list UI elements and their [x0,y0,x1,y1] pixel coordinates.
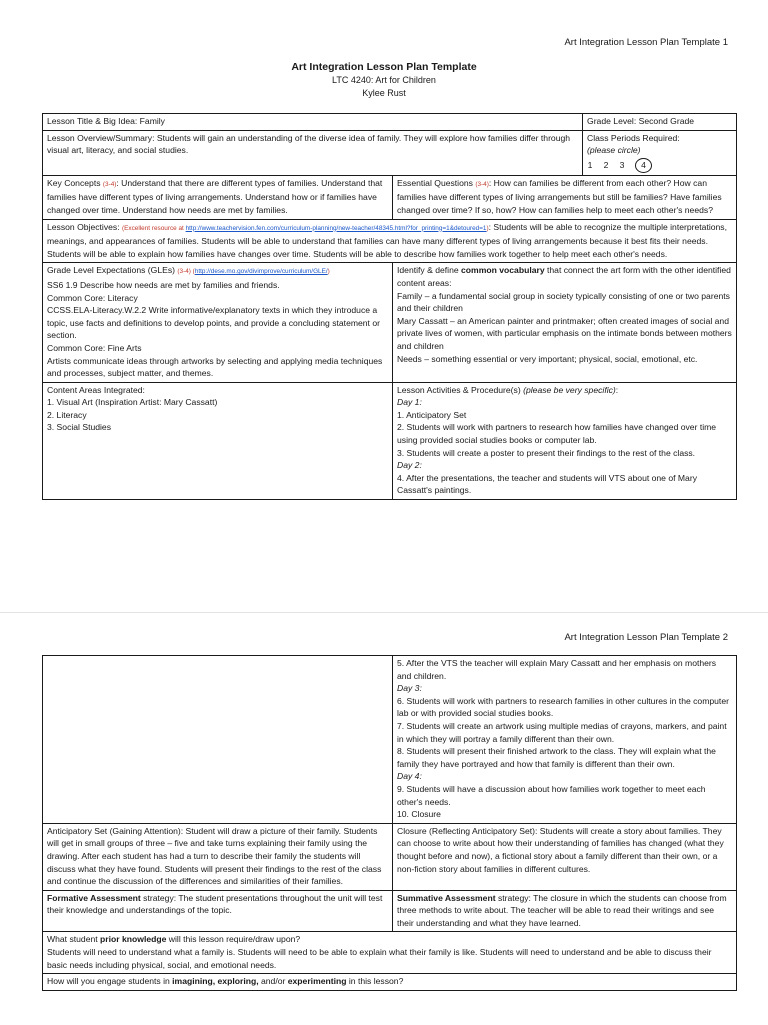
activities-list [397,396,732,497]
lesson-title-cell: Lesson Title & Big Idea: Family [43,114,583,131]
essential-questions-cell [393,175,737,219]
lesson-plan-table-page-2 [42,655,737,991]
running-header: Art Integration Lesson Plan Template 1 [564,37,728,48]
key-concepts-label: Key Concepts [47,177,103,188]
gle-line: SS6 1.9 Describe how needs are met by families and friends. [47,279,280,290]
gle-line: Artists communicate ideas through artworks by selecting and applying media techniques and processes, subject matter, and themes. [47,355,383,379]
engage-mid: and/or [258,976,288,987]
grade-level-cell: Grade Level: Second Grade [583,114,737,131]
prior-knowledge-question-end: will this lesson require/draw upon? [166,934,301,945]
empty-cell [43,656,393,824]
activities-label-note: (please be very specific) [523,384,616,395]
activity-day-heading: Day 4: [397,771,422,782]
gles-label: Grade Level Expectations (GLEs) [47,265,178,276]
concepts-questions-row [43,175,737,219]
activity-day-heading: Day 2: [397,460,422,471]
engage-bold-2: experimenting [287,976,347,987]
summative-label: Summative Assessment [397,892,496,903]
engage-question-end: in this lesson? [346,976,404,987]
vocabulary-intro-end: that connect the art form with the other identified content areas: [397,265,731,288]
period-option: 1 [587,159,593,170]
class-periods-cell [583,130,737,175]
period-options [587,158,732,173]
gles-tag-close: ) [327,268,330,276]
prior-knowledge-cell [43,932,737,974]
please-circle-note: (please circle) [587,145,641,156]
closure-cell: Closure (Reflecting Anticipatory Set): Students will create a story about families. They can choose to write about how their understanding of families has changed (what they thought before and now), a fictional story about a family different than their own, or a non-fiction story about families in different cultures. [393,823,737,890]
resource-note-close: ) [486,224,489,232]
class-periods-label: Class Periods Required: [587,132,680,143]
content-area-item: 1. Visual Art (Inspiration Artist: Mary Cassatt) [47,397,218,408]
key-concepts-cell [43,175,393,219]
key-concepts-text: : Understand that there are different types of families. Understand that families have different types of living arrangements. Understand how or if families have changed over time. Understand how needs are met by families. [47,177,383,215]
activities-continued-cell [393,656,737,824]
activities-continued-row [43,656,737,824]
author-name: Kylee Rust [362,88,406,98]
content-area-item: 2. Literacy [47,409,87,420]
vocabulary-term: Mary Cassatt – an American painter and printmaker; often created images of social and private lives of women, with particular emphasis on the intimate bonds between mothers and children [397,315,732,351]
anticipatory-set-cell: Anticipatory Set (Gaining Attention): Student will draw a picture of their family. Students will get in small groups of three – five and take turns explaining their family using the drawing. After each student has had a turn to describe their family the students will discuss what they have found. Students will present their findings to the rest of the class and continue the discussion of the differences and similarities of their families. [43,823,393,890]
assessment-row [43,890,737,932]
activity-step: 8. Students will present their finished artwork to the class. They will explain what the family they have portrayed and how that family is different than their own. [397,746,716,769]
objectives-cell [43,219,737,263]
content-areas-label: Content Areas Integrated: [47,384,145,395]
activities-label: Lesson Activities & Procedure(s) [397,384,524,395]
activity-step: 10. Closure [397,809,441,820]
content-activities-row [43,382,737,499]
activity-step: 9. Students will have a discussion about how families work together to meet each other's needs. [397,783,706,807]
essential-questions-label: Essential Questions [397,177,476,188]
grade-range-tag: (3-4) [102,180,117,188]
objectives-row [43,219,737,263]
vocabulary-intro-bold: common vocabulary [461,265,545,276]
activity-day-heading: Day 3: [397,683,422,694]
vocabulary-intro: Identify & define [397,265,462,276]
activity-step: 7. Students will create an artwork using multiple medias of crayons, markers, and paint in which they will portray a family different than their own. [397,720,727,744]
formative-text: strategy: The student presentations throughout the unit will test their knowledge and understandings of the topic. [47,892,383,916]
engage-bold-1: imagining, exploring, [172,976,259,987]
content-area-item: 3. Social Studies [47,422,112,433]
period-option: 3 [619,159,625,170]
gles-cell [43,263,393,382]
prior-knowledge-row [43,932,737,974]
activities-cell [393,382,737,499]
activities-list [397,657,732,821]
title-block [0,60,768,100]
prior-knowledge-answer: Students will need to understand what a family is. Students will need to be able to explain what their family is like. Students will need to understand and be able to discuss their basic needs including physical, social, and emotional needs. [47,947,712,970]
objectives-text: : Students will be able to recognize the multiple interpretations, meanings, and appearances of families. Students will be able to understand that families can have many different types of living arrangements because it best fits their needs. Students will be able to explain how families have changes over time. Students will be able to describe how families work together to help meet each other's needs. [47,221,727,259]
activity-step: 4. After the presentations, the teacher and students will VTS about one of Mary Cassatt's paintings. [397,472,698,496]
gle-line: CCSS.ELA-Literacy.W.2.2 Write informative/explanatory texts in which they introduce a topic, use facts and definitions to develop points, and provide a concluding statement or section. [47,305,380,341]
gles-vocabulary-row [43,263,737,382]
grade-range-tag: (3-4) ( [177,268,195,276]
objectives-label: Lesson Objectives: [47,221,122,232]
teachervision-link[interactable]: http://www.teachervision.fen.com/curriculum-planning/new-teacher/48345.html?for_printing=1&detoured=1 [185,224,487,232]
formative-label: Formative Assessment [47,892,141,903]
overview-row [43,130,737,175]
engage-row [43,974,737,991]
formative-assessment-cell [43,890,393,932]
running-header: Art Integration Lesson Plan Template 2 [564,632,728,643]
activity-step: 5. After the VTS the teacher will explain Mary Cassatt and her emphasis on mothers and children. [397,658,717,681]
activity-step: 2. Students will work with partners to research how families have changed over time using provided social studies books or computer lab. [397,422,717,446]
lesson-title-row [43,114,737,131]
lesson-plan-table-page-1 [42,113,737,500]
activity-day-heading: Day 1: [397,397,422,408]
vocabulary-term: Needs – something essential or very important; physical, social, emotional, etc. [397,353,698,364]
activity-step: 3. Students will create a poster to present their findings to the rest of the class. [397,447,696,458]
engage-question: How will you engage students in [47,976,173,987]
period-option-circled: 4 [635,158,652,173]
document-title: Art Integration Lesson Plan Template [291,61,477,73]
activity-step: 1. Anticipatory Set [397,409,467,420]
anticipatory-closure-row [43,823,737,890]
content-areas-cell [43,382,393,499]
vocabulary-term: Family – a fundamental social group in society typically consisting of one or two parents and their children [397,290,730,314]
grade-range-tag: (3-4) [475,180,489,188]
gle-line: Common Core: Fine Arts [47,342,142,353]
activity-step: 6. Students will work with partners to research families in other cultures in the computer lab or with provided social studies books. [397,695,729,719]
gle-line: Common Core: Literacy [47,292,138,303]
essential-questions-text: : How can families be different from each other? How can families have different types of living arrangements but still be families? Have families changed over time? If so, how? How can families help to meet each other's needs? [397,177,722,215]
activities-label-end: : [615,384,619,395]
period-option: 2 [603,159,609,170]
prior-knowledge-bold: prior knowledge [100,934,167,945]
dese-gle-link[interactable]: http://dese.mo.gov/divimprove/curriculum/GLE/ [194,268,328,276]
course-name: LTC 4240: Art for Children [332,75,436,85]
page-2 [0,612,768,1025]
overview-cell: Lesson Overview/Summary: Students will gain an understanding of the diverse idea of family. They will explore how families differ through visual art, literacy, and social studies. [43,130,583,175]
summative-text: strategy: The closure in which the students can choose from three methods to write about. The teacher will be able to read their writings and see their understanding and what they have learned. [397,892,727,928]
prior-knowledge-question: What student [47,934,101,945]
summative-assessment-cell [393,890,737,932]
resource-note: (Excellent resource at [122,224,186,232]
engage-cell [43,974,737,991]
vocabulary-cell [393,263,737,382]
